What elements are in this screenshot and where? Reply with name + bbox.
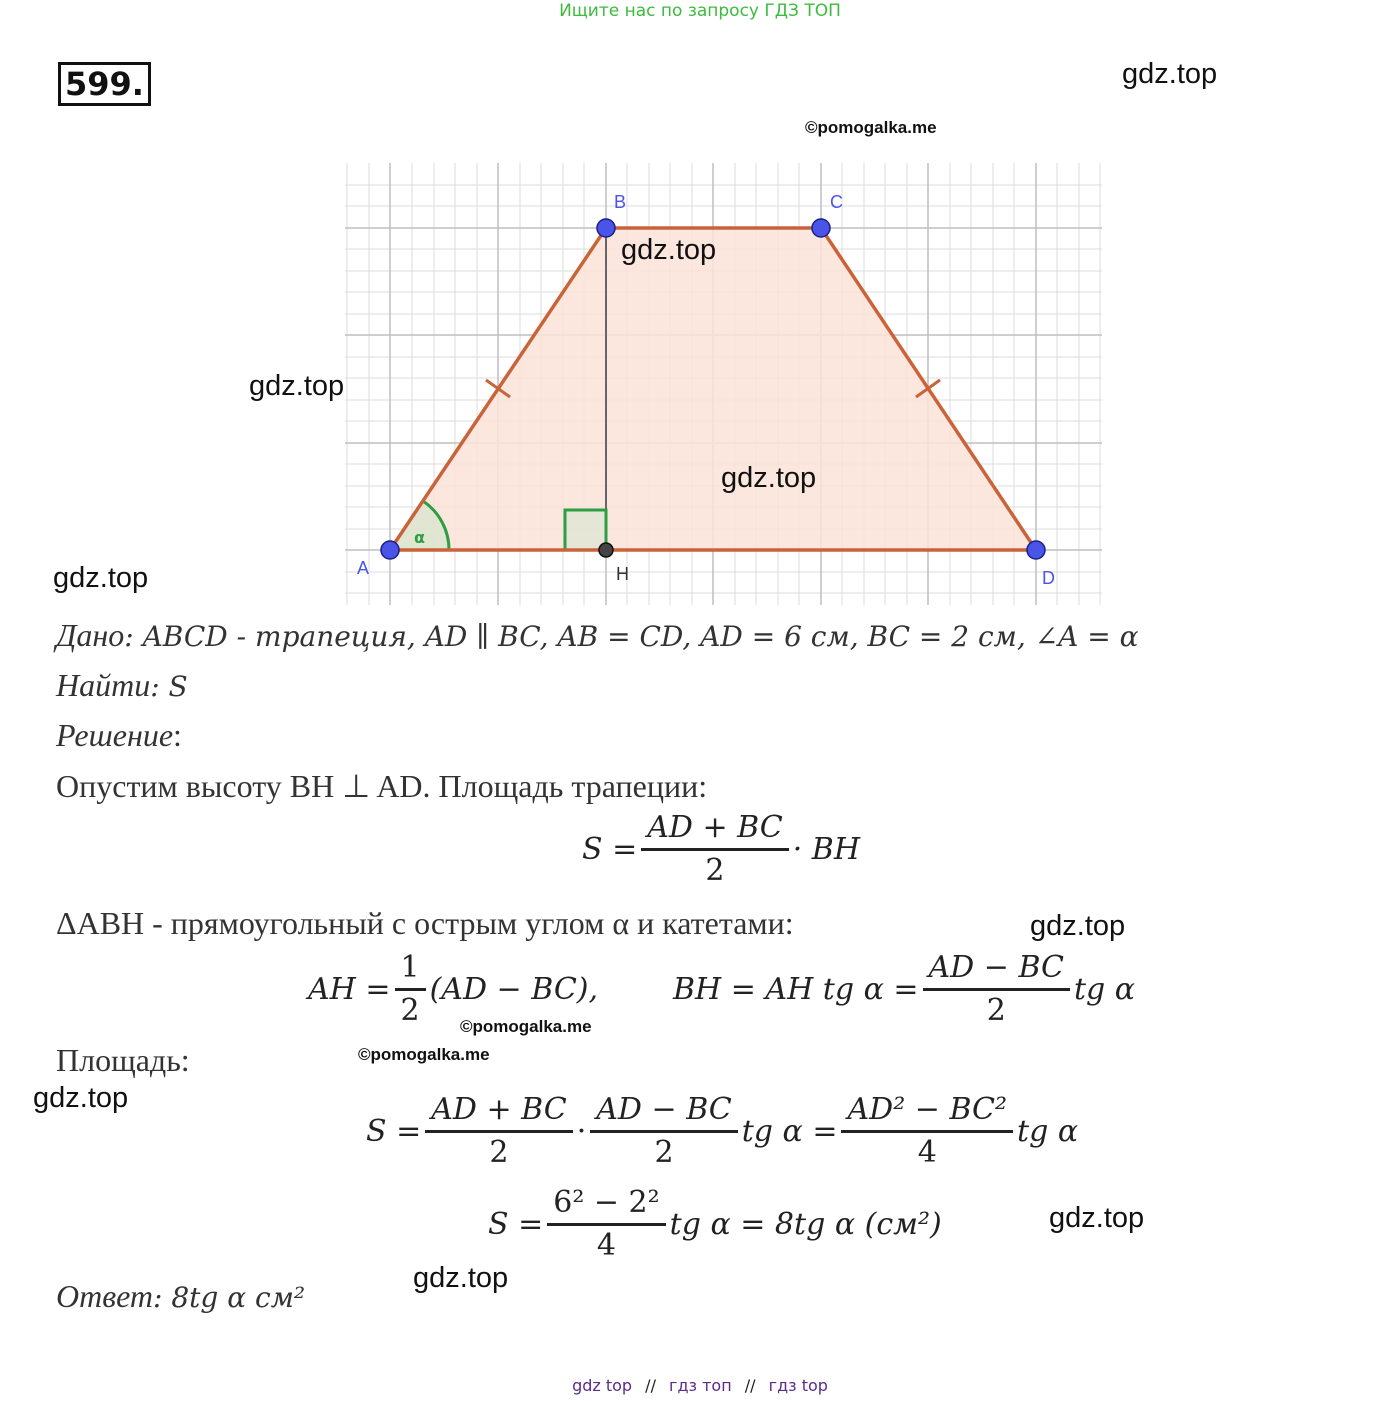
f1-rhs: · BH	[792, 832, 860, 867]
footer-link-gdz-top[interactable]: gdz top	[572, 1376, 633, 1395]
label-a: A	[357, 558, 370, 578]
point-b	[597, 219, 615, 237]
label-d: D	[1042, 568, 1055, 588]
f4-fraction	[547, 1185, 665, 1264]
text-line-triangle: ΔABH - прямоугольный с острым углом α и катетами:	[56, 905, 794, 941]
top-banner[interactable]: Ищите нас по запросу ГДЗ ТОП	[559, 1, 841, 21]
f2-bh-lhs: BH = AH tg α =	[673, 972, 919, 1007]
given-line	[56, 617, 1139, 654]
label-c: C	[830, 192, 843, 212]
point-d	[1027, 541, 1045, 559]
f2-ah-rhs: (AD − BC),	[429, 972, 599, 1007]
watermark-pomogalka: ©pomogalka.me	[805, 118, 937, 137]
f3-frac1	[425, 1092, 572, 1171]
f2-ah-num: 1	[400, 950, 420, 985]
formula-area-numeric	[488, 1185, 942, 1264]
find-line	[56, 667, 188, 704]
f1-den: 2	[641, 848, 788, 889]
f2-bh-fraction	[923, 950, 1070, 1029]
f2-bh-den: 2	[923, 988, 1070, 1029]
watermark-gdz: gdz.top	[413, 1262, 509, 1294]
solution-label: Решение	[56, 717, 174, 753]
footer-links	[0, 1376, 1400, 1395]
given-label: Дано	[56, 617, 125, 653]
trapezoid-figure	[0, 0, 1400, 620]
f4-rhs: tg α = 8tg α (см²)	[669, 1207, 942, 1242]
footer-link-gdz-top-ru[interactable]: гдз топ	[669, 1376, 732, 1395]
formula-area-general	[366, 1092, 1078, 1171]
answer-line	[56, 1278, 305, 1315]
label-b: B	[614, 192, 627, 212]
f3-dot: ·	[576, 1114, 587, 1149]
formula-bh	[673, 950, 1135, 1029]
f2-ah-den: 2	[395, 988, 426, 1029]
f1-fraction	[641, 810, 788, 889]
watermark-gdz: gdz.top	[1122, 58, 1218, 90]
right-angle-mark	[565, 510, 606, 550]
f4-den: 4	[547, 1223, 665, 1264]
f3-f1-num: AD + BC	[431, 1092, 567, 1127]
footer-separator: //	[645, 1376, 656, 1395]
label-alpha: α	[414, 528, 425, 547]
watermark-gdz: gdz.top	[249, 370, 345, 402]
f3-f1-den: 2	[425, 1130, 572, 1171]
f3-frac3	[841, 1092, 1013, 1171]
f2-bh-rhs: tg α	[1074, 972, 1136, 1007]
find-label: Найти	[56, 667, 151, 703]
solution-colon: :	[173, 717, 182, 753]
problem-number: 599.	[58, 62, 151, 106]
answer-label: Ответ	[56, 1278, 153, 1314]
watermark-gdz: gdz.top	[621, 234, 717, 266]
find-text: : S	[150, 670, 188, 703]
footer-link-gdz-top-mixed[interactable]: гдз top	[768, 1376, 828, 1395]
point-c	[812, 219, 830, 237]
watermark-pomogalka: ©pomogalka.me	[358, 1045, 490, 1064]
f2-ah-fraction	[395, 950, 426, 1029]
label-h: H	[616, 564, 629, 584]
watermark-gdz: gdz.top	[1049, 1202, 1145, 1234]
f3-frac2	[590, 1092, 737, 1171]
f2-ah-lhs: AH =	[308, 972, 391, 1007]
f2-bh-num: AD − BC	[928, 950, 1064, 985]
f4-lhs: S =	[488, 1207, 544, 1242]
watermark-gdz: gdz.top	[1030, 910, 1126, 942]
area-label: Площадь:	[56, 1042, 190, 1078]
watermark-gdz: gdz.top	[33, 1082, 129, 1114]
f3-lhs: S =	[366, 1114, 422, 1149]
trapezoid-fill	[390, 228, 1036, 550]
f3-rhs: tg α	[1017, 1114, 1079, 1149]
watermark-gdz: gdz.top	[721, 462, 817, 494]
f1-lhs: S =	[582, 832, 638, 867]
f4-num: 6² − 2²	[553, 1185, 660, 1220]
answer-text: : 8tg α см²	[153, 1281, 306, 1314]
point-a	[381, 541, 399, 559]
watermark-gdz: gdz.top	[53, 562, 149, 594]
footer-separator: //	[744, 1376, 756, 1395]
f3-f2-den: 2	[590, 1130, 737, 1171]
f3-mid: tg α =	[741, 1114, 838, 1149]
f3-f2-num: AD − BC	[596, 1092, 732, 1127]
given-text: : ABCD - трапеция, AD ∥ BC, AB = CD, AD = 6 см, BC = 2 см, ∠A = α	[124, 620, 1139, 653]
text-line-height: Опустим высоту BH ⊥ AD. Площадь трапеции:	[56, 768, 708, 804]
f3-f3-num: AD² − BC²	[847, 1092, 1008, 1127]
formula-area-trapezoid	[582, 810, 860, 889]
solution-line	[56, 717, 182, 754]
point-h	[599, 543, 613, 557]
f3-f3-den: 4	[841, 1130, 1013, 1171]
watermark-pomogalka: ©pomogalka.me	[460, 1017, 592, 1036]
f1-num: AD + BC	[647, 810, 783, 845]
